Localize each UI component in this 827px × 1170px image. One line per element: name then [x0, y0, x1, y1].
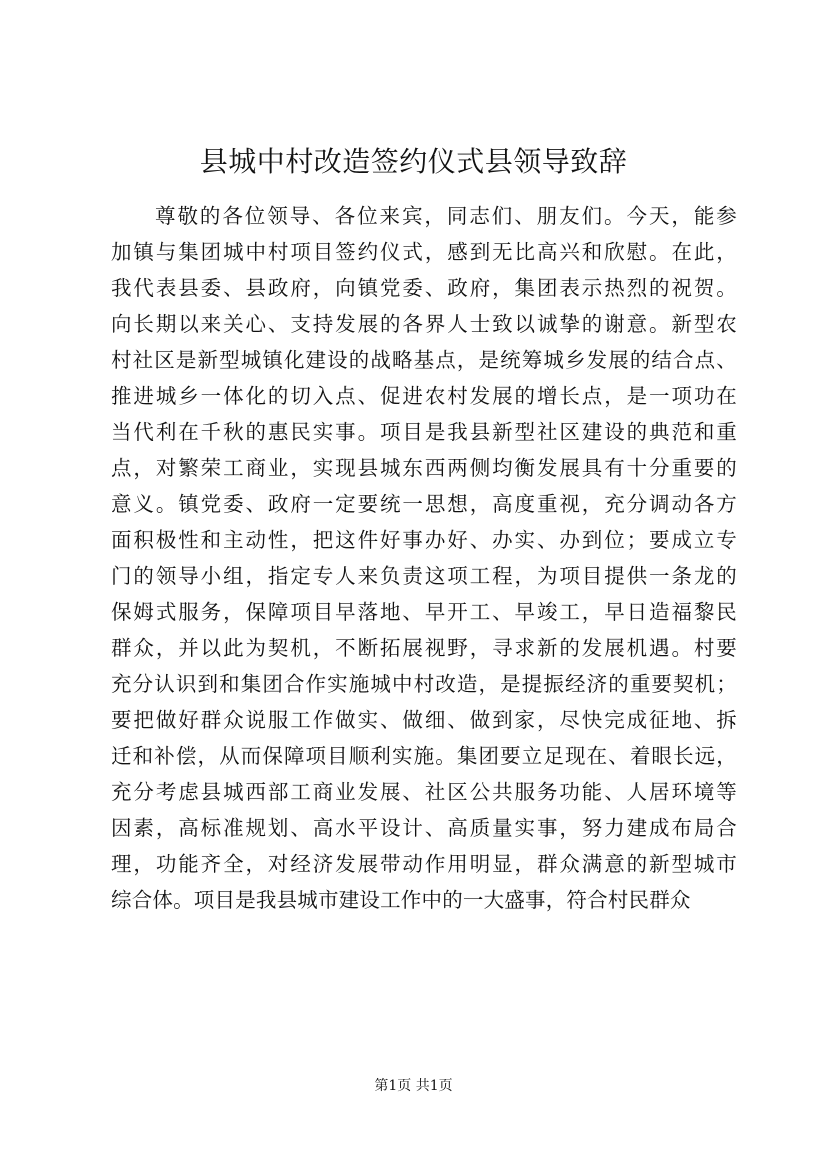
text-line: 门的领导小组，指定专人来负责这项工程，为项目提供一条龙的 [111, 564, 737, 588]
text-line: 充分考虑县城西部工商业发展、社区公共服务功能、人居环境等 [111, 780, 737, 804]
text-line: 充分认识到和集团合作实施城中村改造，是提振经济的重要契机； [111, 672, 737, 696]
page-footer: 第1页 共1页 [374, 1078, 453, 1094]
text-line: 迁和补偿，从而保障项目顺利实施。集团要立足现在、着眼长远， [111, 744, 737, 768]
text-line: 我代表县委、县政府，向镇党委、政府，集团表示热烈的祝贺。 [111, 276, 737, 300]
text-line: 尊敬的各位领导、各位来宾，同志们、朋友们。今天，能参 [155, 204, 737, 228]
text-line: 综合体。项目是我县城市建设工作中的一大盛事，符合村民群众 [111, 888, 691, 912]
text-line: 群众，并以此为契机，不断拓展视野，寻求新的发展机遇。村要 [111, 636, 737, 660]
text-line: 面积极性和主动性，把这件好事办好、办实、办到位；要成立专 [111, 528, 737, 552]
body-text [111, 198, 737, 918]
text-line: 理，功能齐全，对经济发展带动作用明显，群众满意的新型城市 [111, 852, 737, 876]
text-line: 当代利在千秋的惠民实事。项目是我县新型社区建设的典范和重 [111, 420, 737, 444]
text-line: 因素，高标准规划、高水平设计、高质量实事，努力建成布局合 [111, 816, 737, 840]
text-line: 要把做好群众说服工作做实、做细、做到家，尽快完成征地、拆 [111, 708, 737, 732]
page-title: 县城中村改造签约仪式县领导致辞 [199, 145, 628, 178]
text-line: 加镇与集团城中村项目签约仪式，感到无比高兴和欣慰。在此， [111, 240, 737, 264]
text-line: 保姆式服务，保障项目早落地、早开工、早竣工，早日造福黎民 [111, 600, 737, 624]
text-line: 推进城乡一体化的切入点、促进农村发展的增长点，是一项功在 [111, 384, 737, 408]
text-line: 意义。镇党委、政府一定要统一思想，高度重视，充分调动各方 [111, 492, 737, 516]
text-line: 向长期以来关心、支持发展的各界人士致以诚挚的谢意。新型农 [111, 312, 737, 336]
text-line: 村社区是新型城镇化建设的战略基点，是统筹城乡发展的结合点、 [111, 348, 737, 372]
text-line: 点，对繁荣工商业，实现县城东西两侧均衡发展具有十分重要的 [111, 456, 737, 480]
